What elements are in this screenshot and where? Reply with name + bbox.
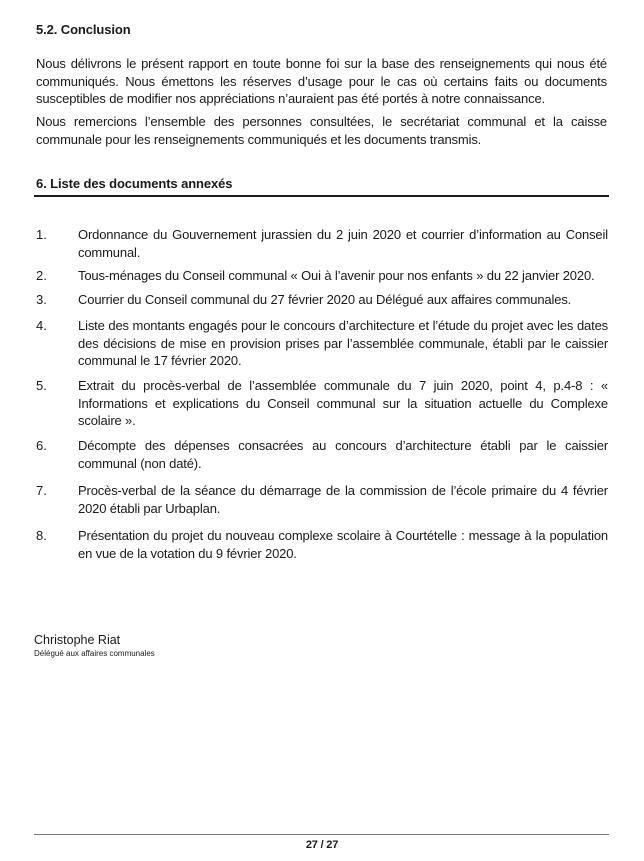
list-item-number: 3. bbox=[36, 292, 47, 307]
list-item-text: Procès-verbal de la séance du démarrage de la commission de l’école primaire du 4 février 2020 établi par Urbaplan. bbox=[78, 483, 608, 516]
signature-name: Christophe Riat bbox=[34, 633, 121, 647]
conclusion-paragraph-2: Nous remercions l’ensemble des personnes consultées, le secrétariat communal et la caisse communale pour les renseignements communiqués et les documents transmis. bbox=[36, 114, 607, 147]
list-item-text: Tous-ménages du Conseil communal « Oui à l’avenir pour nos enfants » du 22 janvier 2020. bbox=[78, 268, 595, 283]
page-number: 27 / 27 bbox=[305, 839, 339, 851]
list-item-text: Courrier du Conseil communal du 27 février 2020 au Délégué aux affaires communales. bbox=[78, 292, 572, 307]
signature-title: Délégué aux affaires communales bbox=[34, 649, 155, 658]
footer-divider bbox=[34, 834, 609, 835]
list-item-text: Ordonnance du Gouvernement jurassien du 2 juin 2020 et courrier d’information au Conseil communal. bbox=[78, 227, 608, 260]
list-item-number: 2. bbox=[36, 268, 47, 283]
section-heading-conclusion: 5.2. Conclusion bbox=[36, 22, 131, 37]
heading-underline bbox=[34, 195, 609, 197]
list-item-text: Décompte des dépenses consacrées au concours d’architecture établi par le caissier communal (non daté). bbox=[78, 438, 608, 471]
list-item-text: Liste des montants engagés pour le concours d’architecture et l’étude du projet avec les dates des décisions de mise en provision prises par l’assemblée communale, établi par le caissier communal le 17 février 2020. bbox=[78, 318, 608, 368]
list-item-number: 4. bbox=[36, 318, 47, 333]
list-item-text: Présentation du projet du nouveau complexe scolaire à Courtételle : message à la population en vue de la votation du 9 février 2020. bbox=[78, 528, 608, 561]
list-item-number: 6. bbox=[36, 438, 47, 453]
list-item-number: 7. bbox=[36, 483, 47, 498]
list-item-number: 8. bbox=[36, 528, 47, 543]
conclusion-paragraph-1: Nous délivrons le présent rapport en toute bonne foi sur la base des renseignements qui nous été communiqués. Nous émettons les réserves d’usage pour le cas où certains faits ou documents susceptibles de modifier nos appréciations n’auraient pas été portés à notre connaissance. bbox=[36, 56, 607, 106]
list-item-number: 5. bbox=[36, 378, 47, 393]
section-heading-annexes: 6. Liste des documents annexés bbox=[36, 176, 233, 191]
list-item-number: 1. bbox=[36, 227, 47, 242]
list-item-text: Extrait du procès-verbal de l’assemblée communale du 7 juin 2020, point 4, p.4-8 : « Informations et explications du Conseil communal sur la situation actuelle du Complexe scolaire ». bbox=[78, 378, 608, 428]
